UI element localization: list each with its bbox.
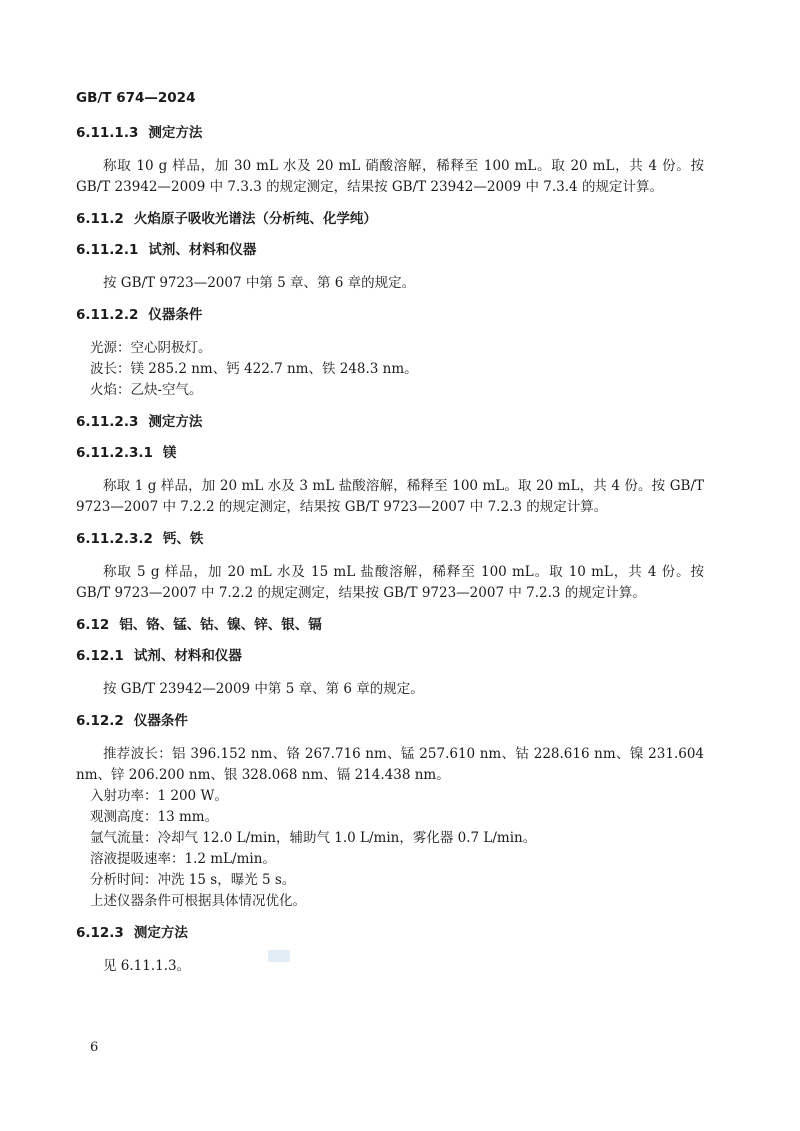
section-number: 6.12.1 <box>76 648 124 664</box>
condition-line: 溶液提吸速率：1.2 mL/min。 <box>90 851 276 867</box>
section-title: 测定方法 <box>148 125 203 141</box>
section-title: 试剂、材料和仪器 <box>148 242 257 258</box>
standard-code-header: GB/T 674—2024 <box>76 90 196 106</box>
paragraph-6-12-2-wavelengths: 推荐波长：铝 396.152 nm、铬 267.716 nm、锰 257.610 nm、钴 228.616 nm、镍 231.604 nm、锌 206.200 nm、银 328.068 nm、镉 214.438 nm。 <box>76 746 704 783</box>
section-heading-6-11-2 <box>76 210 704 229</box>
page-number: 6 <box>90 1040 99 1055</box>
section-heading-6-12-1 <box>76 647 704 666</box>
condition-line: 火焰：乙炔-空气。 <box>90 382 203 398</box>
condition-line: 光源：空心阴极灯。 <box>90 340 212 356</box>
condition-line: 入射功率：1 200 W。 <box>90 788 228 804</box>
condition-line: 观测高度：13 mm。 <box>90 809 219 825</box>
section-title: 钙、铁 <box>162 531 204 547</box>
paragraph-6-12-3: 见 6.11.1.3。 <box>103 958 191 974</box>
section-heading-6-11-2-1 <box>76 241 704 260</box>
section-title: 镁 <box>162 445 177 461</box>
section-title: 试剂、材料和仪器 <box>133 648 242 664</box>
section-number: 6.12 <box>76 617 110 633</box>
section-heading-6-12-3 <box>76 924 704 943</box>
condition-line: 分析时间：冲洗 15 s，曝光 5 s。 <box>90 872 296 888</box>
section-number: 6.11.2.1 <box>76 242 139 258</box>
section-title: 仪器条件 <box>133 713 188 729</box>
section-number: 6.11.2.3.2 <box>76 531 153 547</box>
section-number: 6.11.2.3 <box>76 414 139 430</box>
paragraph-6-11-1-3: 称取 10 g 样品，加 30 mL 水及 20 mL 硝酸溶解，稀释至 100 mL。取 20 mL，共 4 份。按 GB/T 23942—2009 中 7.3.3 的规定测定，结果按 GB/T 23942—2009 中 7.3.4 的规定计算。 <box>76 158 704 195</box>
condition-line: 波长：镁 285.2 nm、钙 422.7 nm、铁 248.3 nm。 <box>90 361 418 377</box>
paragraph-6-12-1: 按 GB/T 23942—2009 中第 5 章、第 6 章的规定。 <box>103 681 424 697</box>
section-title: 测定方法 <box>148 414 203 430</box>
section-title: 测定方法 <box>133 925 188 941</box>
section-title: 火焰原子吸收光谱法（分析纯、化学纯） <box>133 211 377 227</box>
paragraph-6-11-2-3-2: 称取 5 g 样品，加 20 mL 水及 15 mL 盐酸溶解，稀释至 100 mL。取 10 mL，共 4 份。按 GB/T 9723—2007 中 7.2.2 的规定测定，结果按 GB/T 9723—2007 中 7.2.3 的规定计算。 <box>76 564 704 601</box>
section-heading-6-11-2-2 <box>76 306 704 325</box>
document-body <box>76 124 704 977</box>
section-number: 6.12.3 <box>76 925 124 941</box>
section-heading-6-12-2 <box>76 712 704 731</box>
section-number: 6.11.1.3 <box>76 125 139 141</box>
section-title: 仪器条件 <box>148 307 203 323</box>
section-heading-6-11-2-3 <box>76 413 704 432</box>
section-number: 6.11.2.2 <box>76 307 139 323</box>
condition-line: 上述仪器条件可根据具体情况优化。 <box>90 893 306 909</box>
watermark-logo <box>268 950 290 962</box>
section-heading-6-11-2-3-2 <box>76 530 704 549</box>
section-heading-6-11-1-3 <box>76 124 704 143</box>
condition-line: 氩气流量：冷却气 12.0 L/min，辅助气 1.0 L/min，雾化器 0.7 L/min。 <box>90 830 537 846</box>
paragraph-6-11-2-1: 按 GB/T 9723—2007 中第 5 章、第 6 章的规定。 <box>103 275 416 291</box>
section-title: 铝、铬、锰、钴、镍、锌、银、镉 <box>119 617 322 633</box>
section-number: 6.11.2.3.1 <box>76 445 153 461</box>
section-heading-6-11-2-3-1 <box>76 444 704 463</box>
paragraph-6-11-2-3-1: 称取 1 g 样品，加 20 mL 水及 3 mL 盐酸溶解，稀释至 100 mL。取 20 mL，共 4 份。按 GB/T 9723—2007 中 7.2.2 的规定测定，结果按 GB/T 9723—2007 中 7.2.3 的规定计算。 <box>76 478 704 515</box>
section-heading-6-12 <box>76 616 704 635</box>
section-number: 6.12.2 <box>76 713 124 729</box>
section-number: 6.11.2 <box>76 211 124 227</box>
